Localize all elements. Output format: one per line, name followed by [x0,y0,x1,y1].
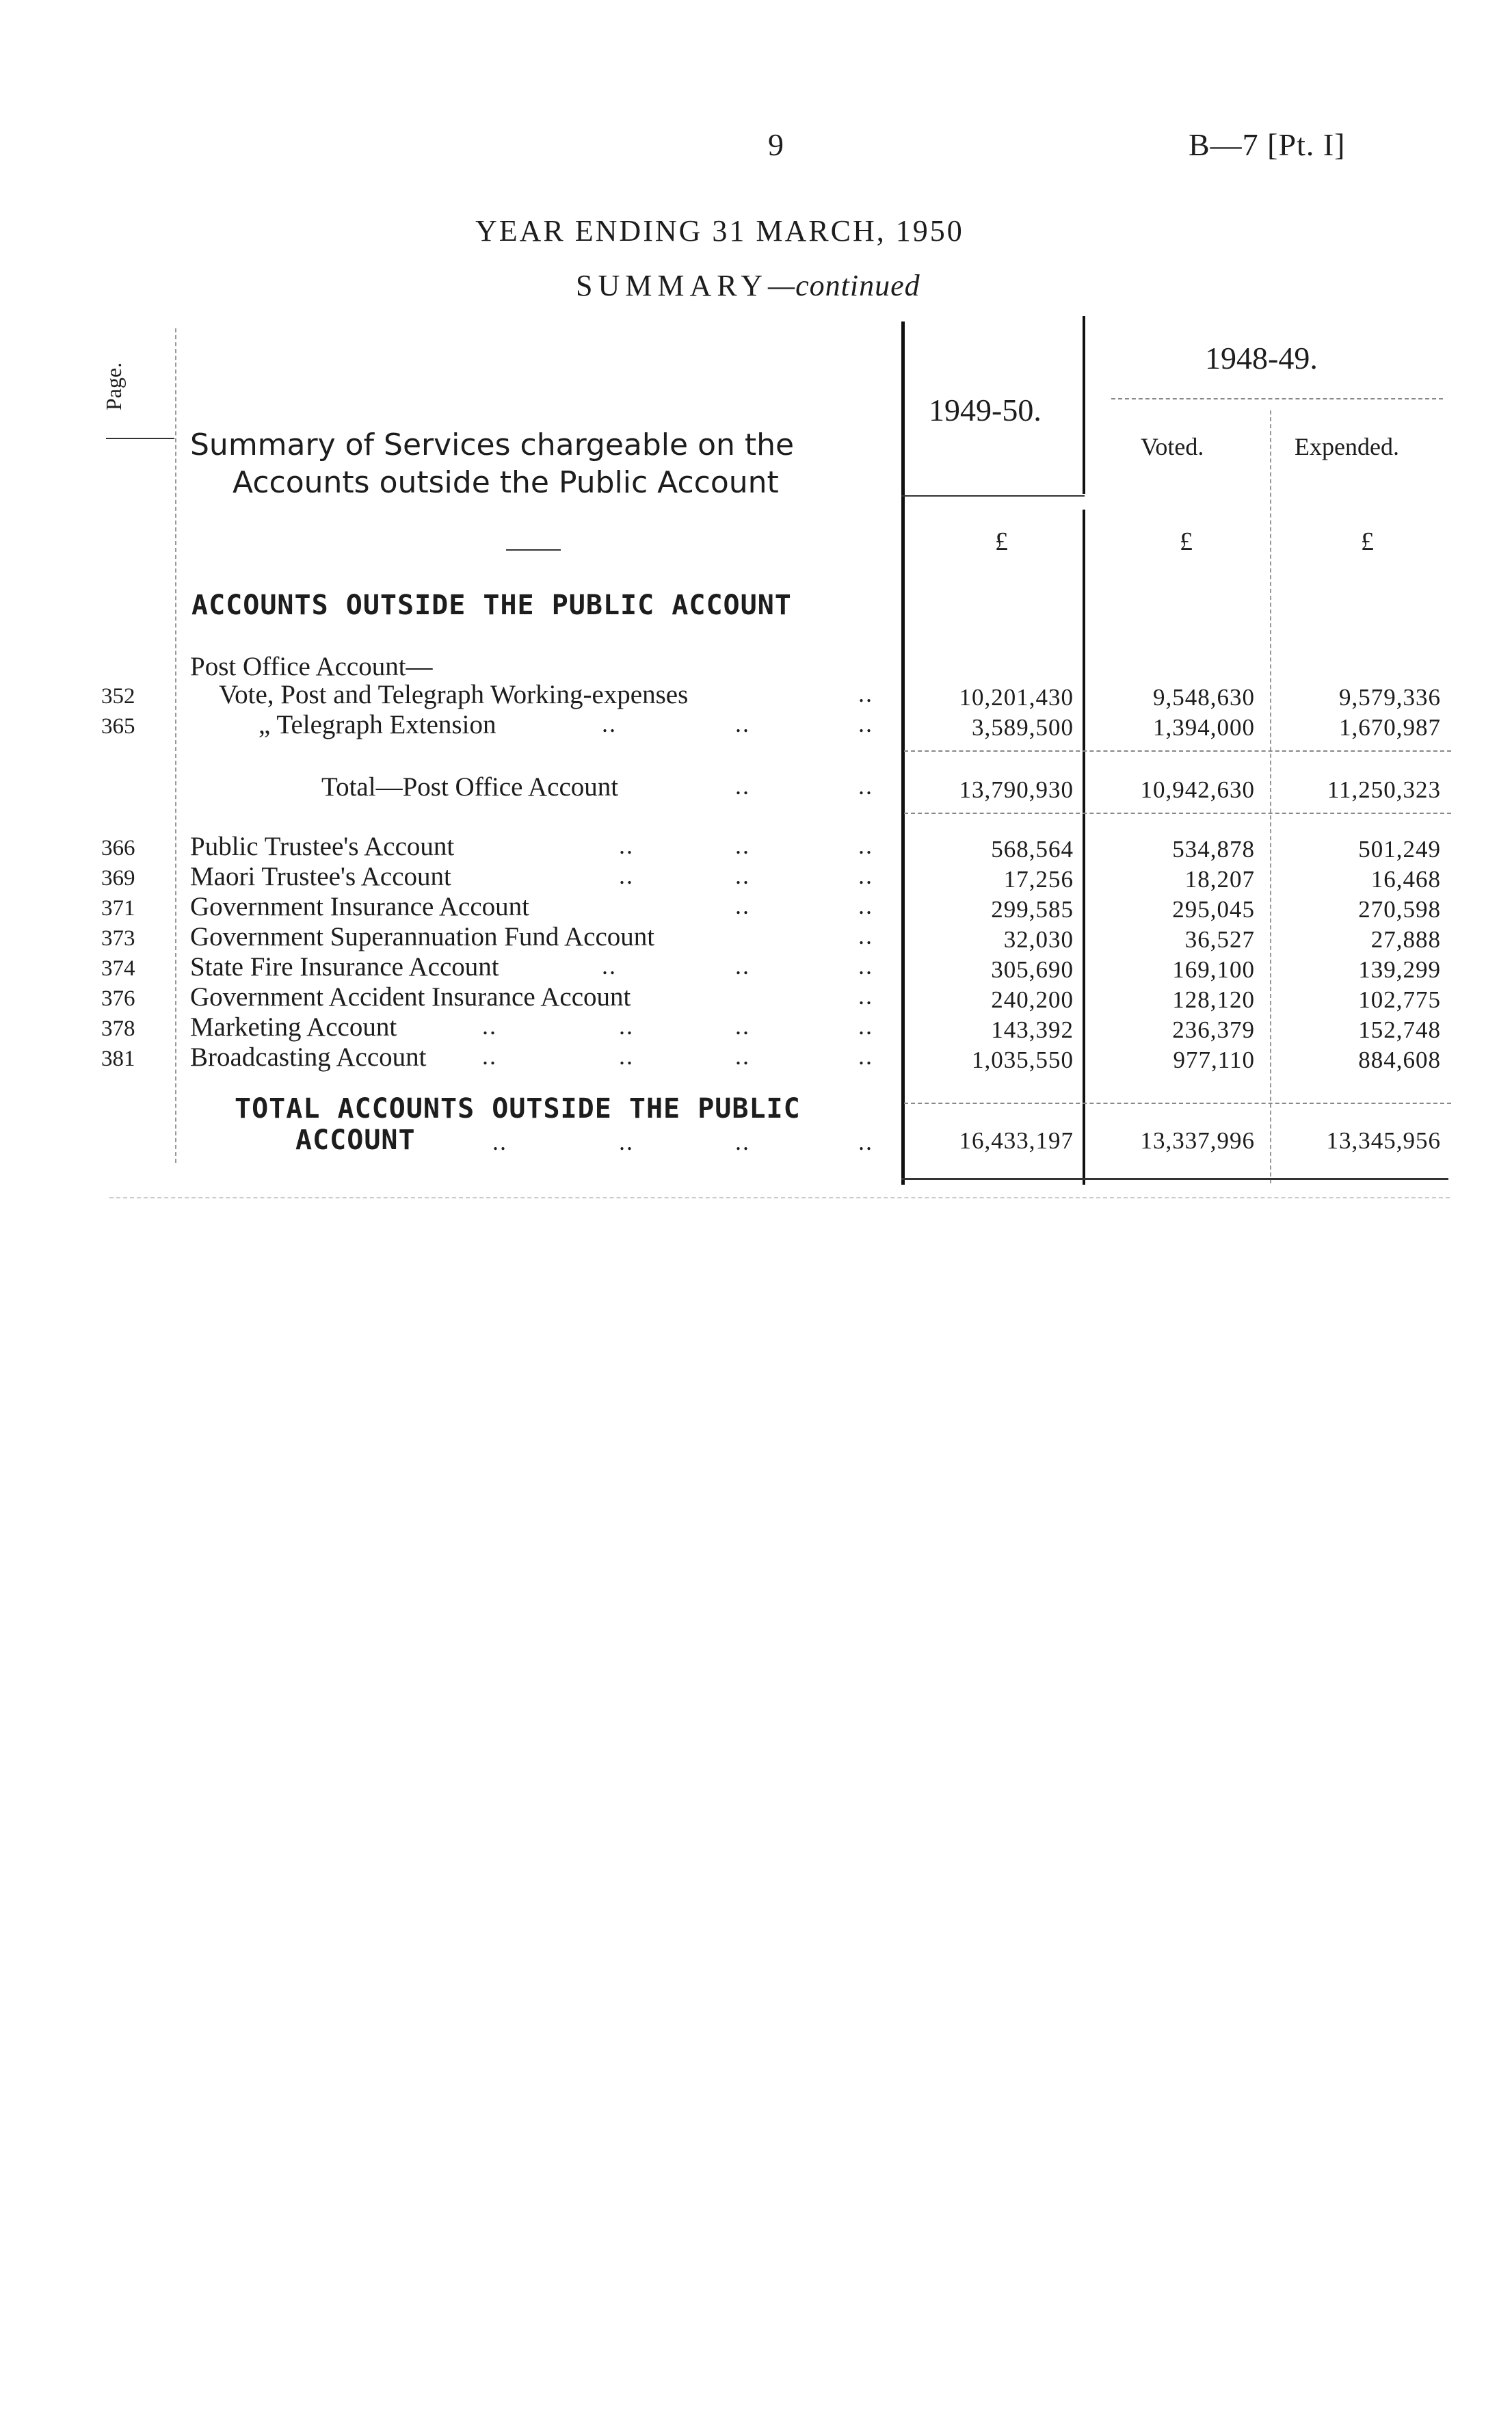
leader-dots: .. [735,772,750,800]
leader-dots: .. [735,710,750,737]
row-expended-374: 139,299 [1358,956,1441,983]
grand-total-current: 16,433,197 [959,1127,1074,1154]
document-reference: B—7 [Pt. I] [1189,127,1346,162]
description-heading-line1: Summary of Services chargeable on the [190,428,795,462]
row-expended-376: 102,775 [1358,986,1441,1013]
leader-dots: .. [735,832,750,859]
row-page-376: 376 [101,986,135,1011]
row-current-374: 305,690 [991,956,1074,983]
row-voted-371: 295,045 [1172,896,1255,923]
row-label-superannuation-fund: Government Superannuation Fund Account [190,922,655,951]
row-page-365: 365 [101,714,135,739]
page-column-label: Page. [101,362,126,410]
leader-dots: .. [858,952,873,980]
row-label-government-insurance: Government Insurance Account [190,892,529,921]
col-voted-label: Voted. [1141,433,1204,460]
row-label-maori-trustee: Maori Trustee's Account [190,862,451,891]
current-heading-rule [901,495,1085,497]
grand-total-rule-bottom [901,1178,1448,1180]
row-current-378: 143,392 [991,1016,1074,1043]
leader-dots: .. [482,1042,497,1070]
col-current-label: 1949-50. [929,393,1042,428]
leader-dots: .. [858,862,873,889]
column-rule-current [901,321,905,1185]
leader-dots: .. [735,892,750,919]
grand-total-label-line2: ACCOUNT [295,1125,416,1156]
column-rule-expended [1270,410,1271,1183]
row-current-376: 240,200 [991,986,1074,1013]
summary-word: SUMMARY [576,269,768,302]
leader-dots: .. [619,862,634,889]
leader-dots: .. [858,1128,873,1155]
row-page-366: 366 [101,836,135,860]
row-current-369: 17,256 [1003,866,1074,893]
row-voted-352: 9,548,630 [1153,684,1255,711]
leader-dots: .. [858,680,873,707]
leader-dots: .. [735,1128,750,1155]
post-office-heading: Post Office Account— [190,652,433,681]
page-column-rule [106,438,174,439]
row-voted-376: 128,120 [1172,986,1255,1013]
post-office-total-label: Total—Post Office Account [321,772,619,802]
table-bottom-rule [109,1197,1450,1198]
row-page-374: 374 [101,956,135,981]
row-label-broadcasting: Broadcasting Account [190,1042,427,1072]
leader-dots: .. [619,1042,634,1070]
row-expended-378: 152,748 [1358,1016,1441,1043]
leader-dots: .. [735,1042,750,1070]
grand-total-rule-top [904,1103,1451,1104]
row-expended-352: 9,579,336 [1339,684,1441,711]
row-label-accident-insurance: Government Accident Insurance Account [190,982,631,1012]
leader-dots: .. [735,952,750,980]
col-expended-label: Expended. [1295,433,1399,460]
summary-title [576,268,920,303]
row-voted-381: 977,110 [1173,1047,1255,1073]
row-expended-366: 501,249 [1358,836,1441,863]
leader-dots: .. [858,922,873,949]
leader-dots: .. [482,1012,497,1040]
post-office-total-expended: 11,250,323 [1327,776,1441,803]
column-rule-voted-top [1083,316,1085,494]
leader-dots: .. [619,1128,634,1155]
leader-dots: .. [858,892,873,919]
row-expended-381: 884,608 [1358,1047,1441,1073]
row-label-marketing: Marketing Account [190,1012,397,1042]
row-voted-373: 36,527 [1184,926,1255,953]
leader-dots: .. [858,832,873,859]
year-title: YEAR ENDING 31 MARCH, 1950 [475,214,964,248]
currency-expended: £ [1361,527,1374,556]
row-page-373: 373 [101,926,135,951]
currency-current: £ [995,527,1008,556]
row-page-378: 378 [101,1016,135,1041]
prior-group-rule [1111,398,1443,399]
page-number: 9 [768,127,784,162]
currency-voted: £ [1180,527,1193,556]
leader-dots: .. [602,952,617,980]
leader-dots: .. [492,1128,507,1155]
row-label-working-expenses: Vote, Post and Telegraph Working-expenses [219,680,689,709]
row-label-state-fire-insurance: State Fire Insurance Account [190,952,499,982]
grand-total-voted: 13,337,996 [1140,1127,1255,1154]
leader-dots: .. [735,862,750,889]
row-expended-371: 270,598 [1358,896,1441,923]
leader-dots: .. [858,1042,873,1070]
row-voted-366: 534,878 [1172,836,1255,863]
col-prior-group-label: 1948-49. [1205,341,1318,376]
row-current-365: 3,589,500 [972,714,1074,741]
post-office-total-voted: 10,942,630 [1140,776,1255,803]
subtotal-rule-bottom [904,813,1451,814]
leader-dots: .. [735,1012,750,1040]
row-page-352: 352 [101,684,135,709]
leader-dots: .. [858,1012,873,1040]
row-current-371: 299,585 [991,896,1074,923]
row-voted-365: 1,394,000 [1153,714,1255,741]
row-page-369: 369 [101,866,135,891]
heading-dash [506,549,561,551]
column-rule-voted [1083,510,1085,1185]
row-current-381: 1,035,550 [972,1047,1074,1073]
row-expended-365: 1,670,987 [1339,714,1441,741]
row-current-366: 568,564 [991,836,1074,863]
row-expended-373: 27,888 [1370,926,1441,953]
row-page-381: 381 [101,1047,135,1071]
row-voted-369: 18,207 [1184,866,1255,893]
row-expended-369: 16,468 [1370,866,1441,893]
leader-dots: .. [858,982,873,1010]
section-heading: ACCOUNTS OUTSIDE THE PUBLIC ACCOUNT [191,590,792,621]
post-office-total-current: 13,790,930 [959,776,1074,803]
grand-total-expended: 13,345,956 [1326,1127,1441,1154]
leader-dots: .. [619,832,634,859]
leader-dots: .. [858,710,873,737]
row-voted-378: 236,379 [1172,1016,1255,1043]
summary-suffix: —continued [767,269,920,302]
row-current-352: 10,201,430 [959,684,1074,711]
leader-dots: .. [602,710,617,737]
subtotal-rule-top [904,750,1451,752]
row-voted-374: 169,100 [1172,956,1255,983]
row-current-373: 32,030 [1003,926,1074,953]
row-page-371: 371 [101,896,135,921]
leader-dots: .. [619,1012,634,1040]
description-heading-line2: Accounts outside the Public Account [233,465,779,500]
row-label-public-trustee: Public Trustee's Account [190,832,455,861]
row-label-telegraph-extension: „ Telegraph Extension [258,710,496,739]
leader-dots: .. [858,772,873,800]
grand-total-label-line1: TOTAL ACCOUNTS OUTSIDE THE PUBLIC [235,1093,801,1125]
page-column-divider [175,328,176,1163]
